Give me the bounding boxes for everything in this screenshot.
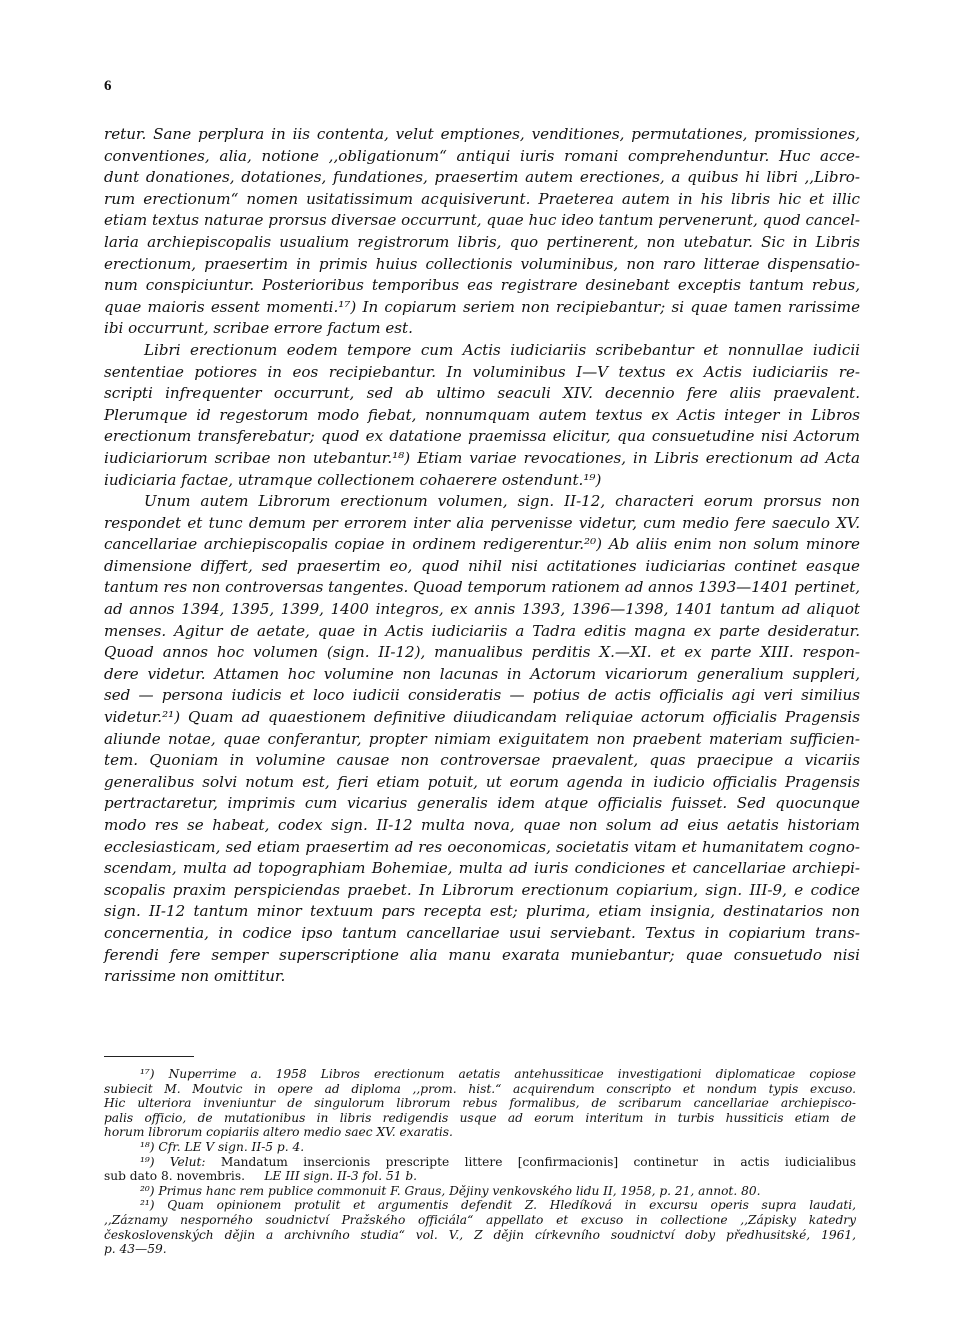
text-line: erectionum transferebatur; quod ex datatione praemissa elicitur, qua consuetudine nisi Actorum xyxy=(104,427,860,446)
text-line: generalibus solvi notum est, fieri etiam potuit, ut eorum agenda in iudicio officialis Pragensis xyxy=(104,772,860,791)
text-line: tem. Quoniam in volumine causae non controversae praevalent, quas praecipue a vicariis xyxy=(104,751,860,770)
footnotes xyxy=(104,1067,856,1257)
text-line: dimensione differt, sed praesertim eo, quod nihil nisi actitationes iudiciarias continet easque xyxy=(104,556,860,575)
footnote-line: p. 43—59. xyxy=(104,1242,167,1257)
footnote-21: ²¹) Quam opinionem protulit et argumentis defendit Z. Hledíková in excursu operis supra laudati, xyxy=(140,1198,856,1213)
text-line: sententiae potiores in eos recipiebantur. In voluminibus I—V textus ex Actis iudiciariis re- xyxy=(104,362,860,381)
footnote-19 xyxy=(104,1155,856,1170)
text-line: cancellariae archiepiscopalis copiae in ordinem redigerentur.²⁰) Ab aliis enim non solum minore xyxy=(104,535,860,554)
text-line: menses. Agitur de aetate, quae in Actis iudiciariis a Tadra editis magna ex parte desideratur. xyxy=(104,621,860,640)
footnote-line: Hic ulteriora inveniuntur de singulorum librorum rebus formalibus, de scribarum cancellariae archiepisco- xyxy=(104,1096,856,1111)
page-number: 6 xyxy=(104,78,112,94)
text-line: ferendi fere semper superscriptione alia manu exarata muniebantur; quae consuetudo nisi xyxy=(104,945,860,964)
text-line: sign. II-12 tantum minor textuum pars recepta est; plurima, etiam insignia, destinatarios non xyxy=(104,902,860,921)
text-line: dere videtur. Attamen hoc volumine non lacunas in Actorum vicariorum generalium suppleri, xyxy=(104,664,860,683)
text-line: sed — persona iudicis et loco iudicii consideratis — potius de actis officialis agi veri similius xyxy=(104,686,860,705)
footnote-line: subiecit M. Moutvic in opere ad diploma ,,prom. hist.“ acquirendum conscripto et nondum typis excuso. xyxy=(104,1081,856,1096)
text-line: ecclesiasticam, sed etiam praesertim ad res oeconomicas, societatis vitam et humanitatem cogno- xyxy=(104,837,860,856)
footnote-line xyxy=(104,1169,856,1184)
footnote-19-quote: Mandatum insercionis prescripte littere [confirmacionis] continetur in actis iudicialibus xyxy=(220,1154,857,1169)
text-line: scopalis praxim perspiciendas praebet. In Librorum erectionum copiarium, sign. III-9, e codice xyxy=(104,880,860,899)
text-line: concernentia, in codice ipso tantum cancellariae usui serviebant. Textus in copiarium trans- xyxy=(104,923,860,942)
text-line: laria archiepiscopalis usualium registrorum libris, quo pertinerent, non utebatur. Sic in Libris xyxy=(104,232,860,251)
text-line: iudiciariorum scribae non utebantur.¹⁸) Etiam variae revocationes, in Libris erectionum ad Acta xyxy=(104,448,860,467)
main-text xyxy=(104,124,860,988)
text-line: quae maioris essent momenti.¹⁷) In copiarum seriem non recipiebantur; si quae tamen rarissime xyxy=(104,297,860,316)
footnote-line: československých dějin a archivního studia“ vol. V., Z dějin církevního soudnictví doby předhusitské, 1961, xyxy=(104,1227,856,1242)
footnote-18: ¹⁸) Cfr. LE V sign. II-5 p. 4. xyxy=(140,1139,305,1154)
text-line: etiam textus naturae prorsus diversae occurrunt, quae huc ideo tantum pervenerunt, quod cancel- xyxy=(104,211,860,230)
text-line: num conspiciuntur. Posterioribus temporibus eas registrare desinebant exceptis tantum rebus, xyxy=(104,276,860,295)
footnote-17: ¹⁷) Nuperrime a. 1958 Libros erectionum aetatis antehussiticae investigationi diplomaticae copiose xyxy=(140,1067,856,1081)
text-line: rum erectionum“ nomen usitatissimum acquisiverunt. Praeterea autem in his libris hic et illic xyxy=(104,189,860,208)
text-line: iudiciaria factae, utramque collectionem cohaerere ostendunt.¹⁹) xyxy=(104,470,602,489)
paragraph-start: Unum autem Librorum erectionum volumen, sign. II-12, characteri eorum prorsus non xyxy=(144,492,860,511)
text-line: dunt donationes, dotationes, fundationes, praesertim autem erectiones, a quibus hi libri ,,Libro- xyxy=(104,168,860,187)
text-line: aliunde notae, quae conferantur, propter nimiam exiguitatem non praebent materiam sufficien- xyxy=(104,729,860,748)
text-line: retur. Sane perplura in iis contenta, velut emptiones, venditiones, permutationes, promissiones, xyxy=(104,125,860,143)
footnote-19-ref: LE III sign. II-3 fol. 51 b. xyxy=(264,1169,418,1184)
text-line: ad annos 1394, 1395, 1399, 1400 integros, ex annis 1393, 1396—1398, 1401 tantum ad aliquot xyxy=(104,600,860,619)
footnote-19-lead: ¹⁹) Velut: xyxy=(140,1154,221,1169)
text-line: rarissime non omittitur. xyxy=(104,967,286,986)
text-line: ibi occurrunt, scribae errore factum est. xyxy=(104,319,413,338)
text-line: tantum res non controversas tangentes. Quoad temporum rationem ad annos 1393—1401 pertinet, xyxy=(104,578,860,597)
text-line: conventiones, alia, notione ,,obligationum“ antiqui iuris romani comprehenduntur. Huc acce- xyxy=(104,146,860,165)
text-line: respondet et tunc demum per errorem inter alia pervenisse videtur, cum medio fere saeculo XV. xyxy=(104,513,860,532)
footnote-divider xyxy=(104,1056,194,1057)
text-line: Quoad annos hoc volumen (sign. II-12), manualibus perditis X.—XI. et ex parte XIII. respon- xyxy=(104,643,860,662)
footnote-line: ,,Záznamy nesporného soudnictví Pražského officiála“ appellato et excuso in collectione ,,Zápisky katedry xyxy=(104,1212,856,1227)
text-line: scripti infrequenter occurrunt, sed ab ultimo seaculi XIV. decennio fere aliis praevalent. xyxy=(104,384,860,403)
footnote-line: horum librorum copiariis altero medio saec XV. exaratis. xyxy=(104,1125,453,1140)
paragraph-start: Libri erectionum eodem tempore cum Actis iudiciariis scribebantur et nonnullae iudicii xyxy=(144,340,860,359)
footnote-19-date: sub dato 8. novembris. xyxy=(104,1169,245,1184)
text-line: videtur.²¹) Quam ad quaestionem definitive diiudicandam reliquiae actorum officialis Pragensis xyxy=(104,708,860,727)
footnote-line: palis officio, de mutationibus in libris redigendis usque ad eorum interitum in turbis hussiticis etiam de xyxy=(104,1110,856,1125)
text-line: erectionum, praesertim in primis huius collectionis voluminibus, non raro litterae dispensatio- xyxy=(104,254,860,273)
text-line: Plerumque id regestorum modo fiebat, nonnumquam autem textus ex Actis integer in Libros xyxy=(104,405,860,424)
text-line: pertractaretur, imprimis cum vicarius generalis idem atque officialis fuisset. Sed quocunque xyxy=(104,794,860,813)
text-line: modo res se habeat, codex sign. II-12 multa nova, quae non solum ad eius aetatis historiam xyxy=(104,816,860,834)
footnote-20: ²⁰) Primus hanc rem publice commonuit F. Graus, Dějiny venkovského lidu II, 1958, p. 21, annot. 80. xyxy=(140,1183,761,1198)
text-line: scendam, multa ad topographiam Bohemiae, multa ad iuris condiciones et cancellariae archiepi- xyxy=(104,859,860,878)
